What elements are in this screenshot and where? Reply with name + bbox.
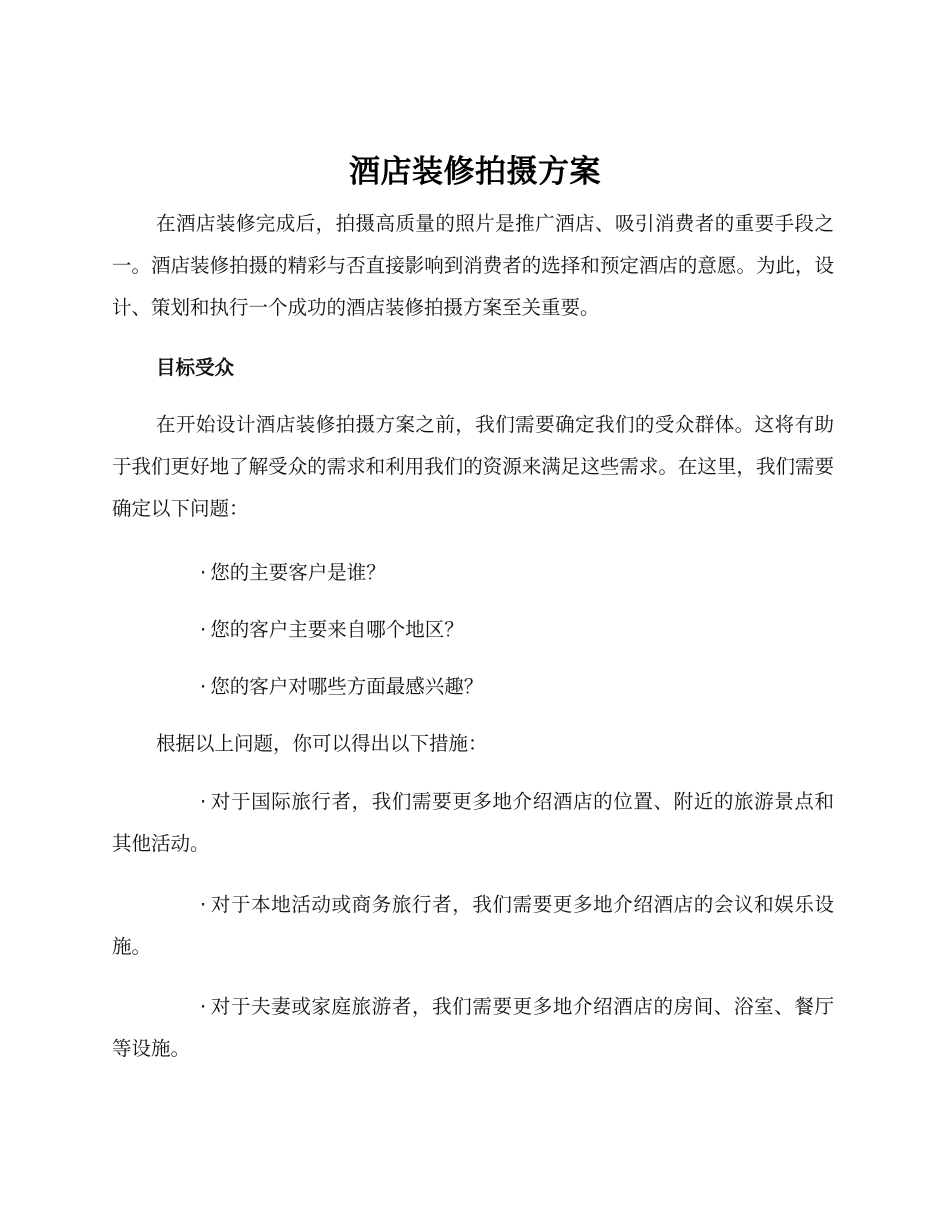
- measure-item: [112, 986, 834, 1070]
- bullet-dot: ·: [200, 790, 207, 813]
- measure-text: 对于国际旅行者，我们需要更多地介绍酒店的位置、附近的旅游景点和其他活动。: [112, 790, 834, 855]
- question-text: 您的客户主要来自哪个地区？: [210, 618, 464, 641]
- measure-text: 对于本地活动或商务旅行者，我们需要更多地介绍酒店的会议和娱乐设施。: [112, 893, 834, 958]
- measure-item: [112, 781, 834, 865]
- question-text: 您的主要客户是谁？: [210, 561, 386, 584]
- question-item: [112, 609, 834, 651]
- bullet-dot: ·: [200, 618, 207, 641]
- section-heading: 目标受众: [156, 356, 235, 379]
- measure-item: [112, 884, 834, 968]
- question-item: [112, 552, 834, 594]
- intro-paragraph: 在酒店装修完成后，拍摄高质量的照片是推广酒店、吸引消费者的重要手段之一。酒店装修拍摄的精彩与否直接影响到消费者的选择和预定酒店的意愿。为此，设计、策划和执行一个成功的酒店装修拍摄方案至关重要。: [112, 212, 834, 319]
- bullet-dot: ·: [200, 561, 207, 584]
- measures-intro: 根据以上问题，你可以得出以下措施：: [156, 732, 488, 755]
- document-title: 酒店装修拍摄方案: [349, 154, 601, 190]
- section-paragraph: 在开始设计酒店装修拍摄方案之前，我们需要确定我们的受众群体。这将有助于我们更好地了解受众的需求和利用我们的资源来满足这些需求。在这里，我们需要确定以下问题：: [112, 413, 834, 520]
- bullet-dot: ·: [200, 893, 207, 916]
- bullet-dot: ·: [200, 995, 207, 1018]
- question-item: [112, 666, 834, 708]
- bullet-dot: ·: [200, 675, 207, 698]
- measure-text: 对于夫妻或家庭旅游者，我们需要更多地介绍酒店的房间、浴室、餐厅等设施。: [112, 995, 834, 1060]
- question-text: 您的客户对哪些方面最感兴趣？: [210, 675, 484, 698]
